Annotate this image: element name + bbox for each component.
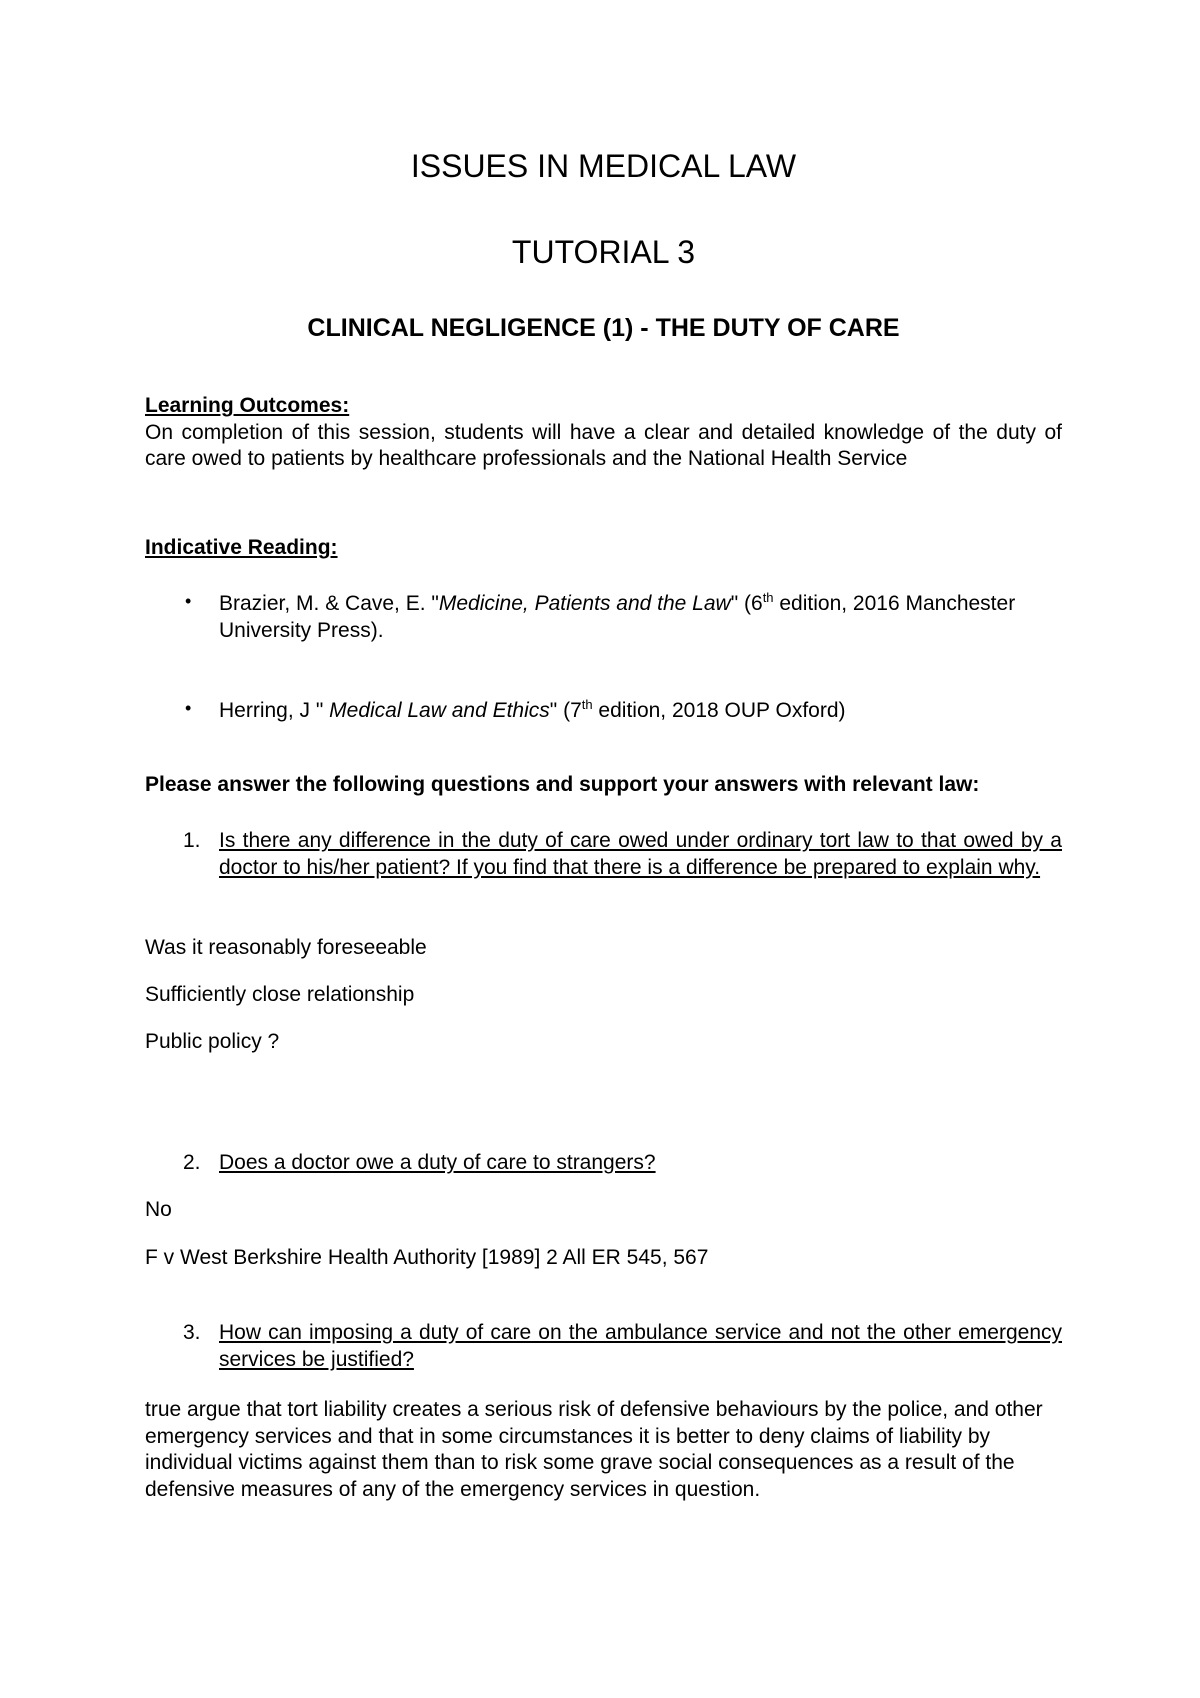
question-item [183,1150,1062,1177]
reading-edition-prefix: " (7 [549,699,582,722]
answer-line: No [145,1198,172,1221]
question-item [183,828,1062,881]
reading-publisher: edition, 2018 OUP Oxford) [592,699,846,722]
learning-outcomes-section [145,393,1062,473]
case-citation: F v West Berkshire Health Authority [1989] 2 All ER 545, 567 [145,1246,709,1269]
learning-outcomes-text: On completion of this session, students will have a clear and detailed knowledge of the duty of care owed to patients by healthcare professionals and the National Health Service [145,420,1062,471]
reading-author: Brazier, M. & Cave, E. " [219,592,439,615]
learning-outcomes-label: Learning Outcomes: [145,394,350,417]
bullet-icon: • [185,698,192,718]
answer-line: Was it reasonably foreseeable [145,936,427,959]
bullet-icon: • [185,591,192,611]
instruction-text: Please answer the following questions and support your answers with relevant law: [145,773,980,796]
question-number: 2. [183,1151,201,1174]
reading-item [185,590,1062,644]
reading-work-title: Medicine, Patients and the Law [438,592,731,615]
session-heading: CLINICAL NEGLIGENCE (1) - THE DUTY OF CARE [307,314,900,342]
reading-publisher: edition, 2016 Manchester University Press). [219,592,1016,642]
reading-work-title: Medical Law and Ethics [329,699,550,722]
ordinal-suffix: th [581,697,593,712]
question-text: Is there any difference in the duty of care owed under ordinary tort law to that owed by a doctor to his/her patient? If you find that there is a difference be prepared to explain why. [219,829,1062,879]
reading-edition-prefix: " (6 [730,592,763,615]
document-title: ISSUES IN MEDICAL LAW [410,148,797,184]
tutorial-heading: TUTORIAL 3 [511,234,696,270]
question-text: How can imposing a duty of care on the ambulance service and not the other emergency services be justified? [219,1321,1062,1371]
question-number: 3. [183,1321,201,1344]
question-item [183,1320,1062,1373]
ordinal-suffix: th [762,590,774,605]
question-text: Does a doctor owe a duty of care to strangers? [219,1151,656,1174]
indicative-reading-label: Indicative Reading: [145,536,338,559]
answer-line: Public policy ? [145,1030,280,1053]
question-number: 1. [183,829,201,852]
answer-line: Sufficiently close relationship [145,983,415,1006]
reading-author: Herring, J " [219,699,330,722]
reading-item [185,697,1062,725]
answer-paragraph: true argue that tort liability creates a serious risk of defensive behaviours by the police, and other emergency services and that in some circumstances it is better to deny claims of liability by individual victims against them than to risk some grave social consequences as a result of the defensive measures of any of the emergency services in question. [145,1398,1043,1501]
